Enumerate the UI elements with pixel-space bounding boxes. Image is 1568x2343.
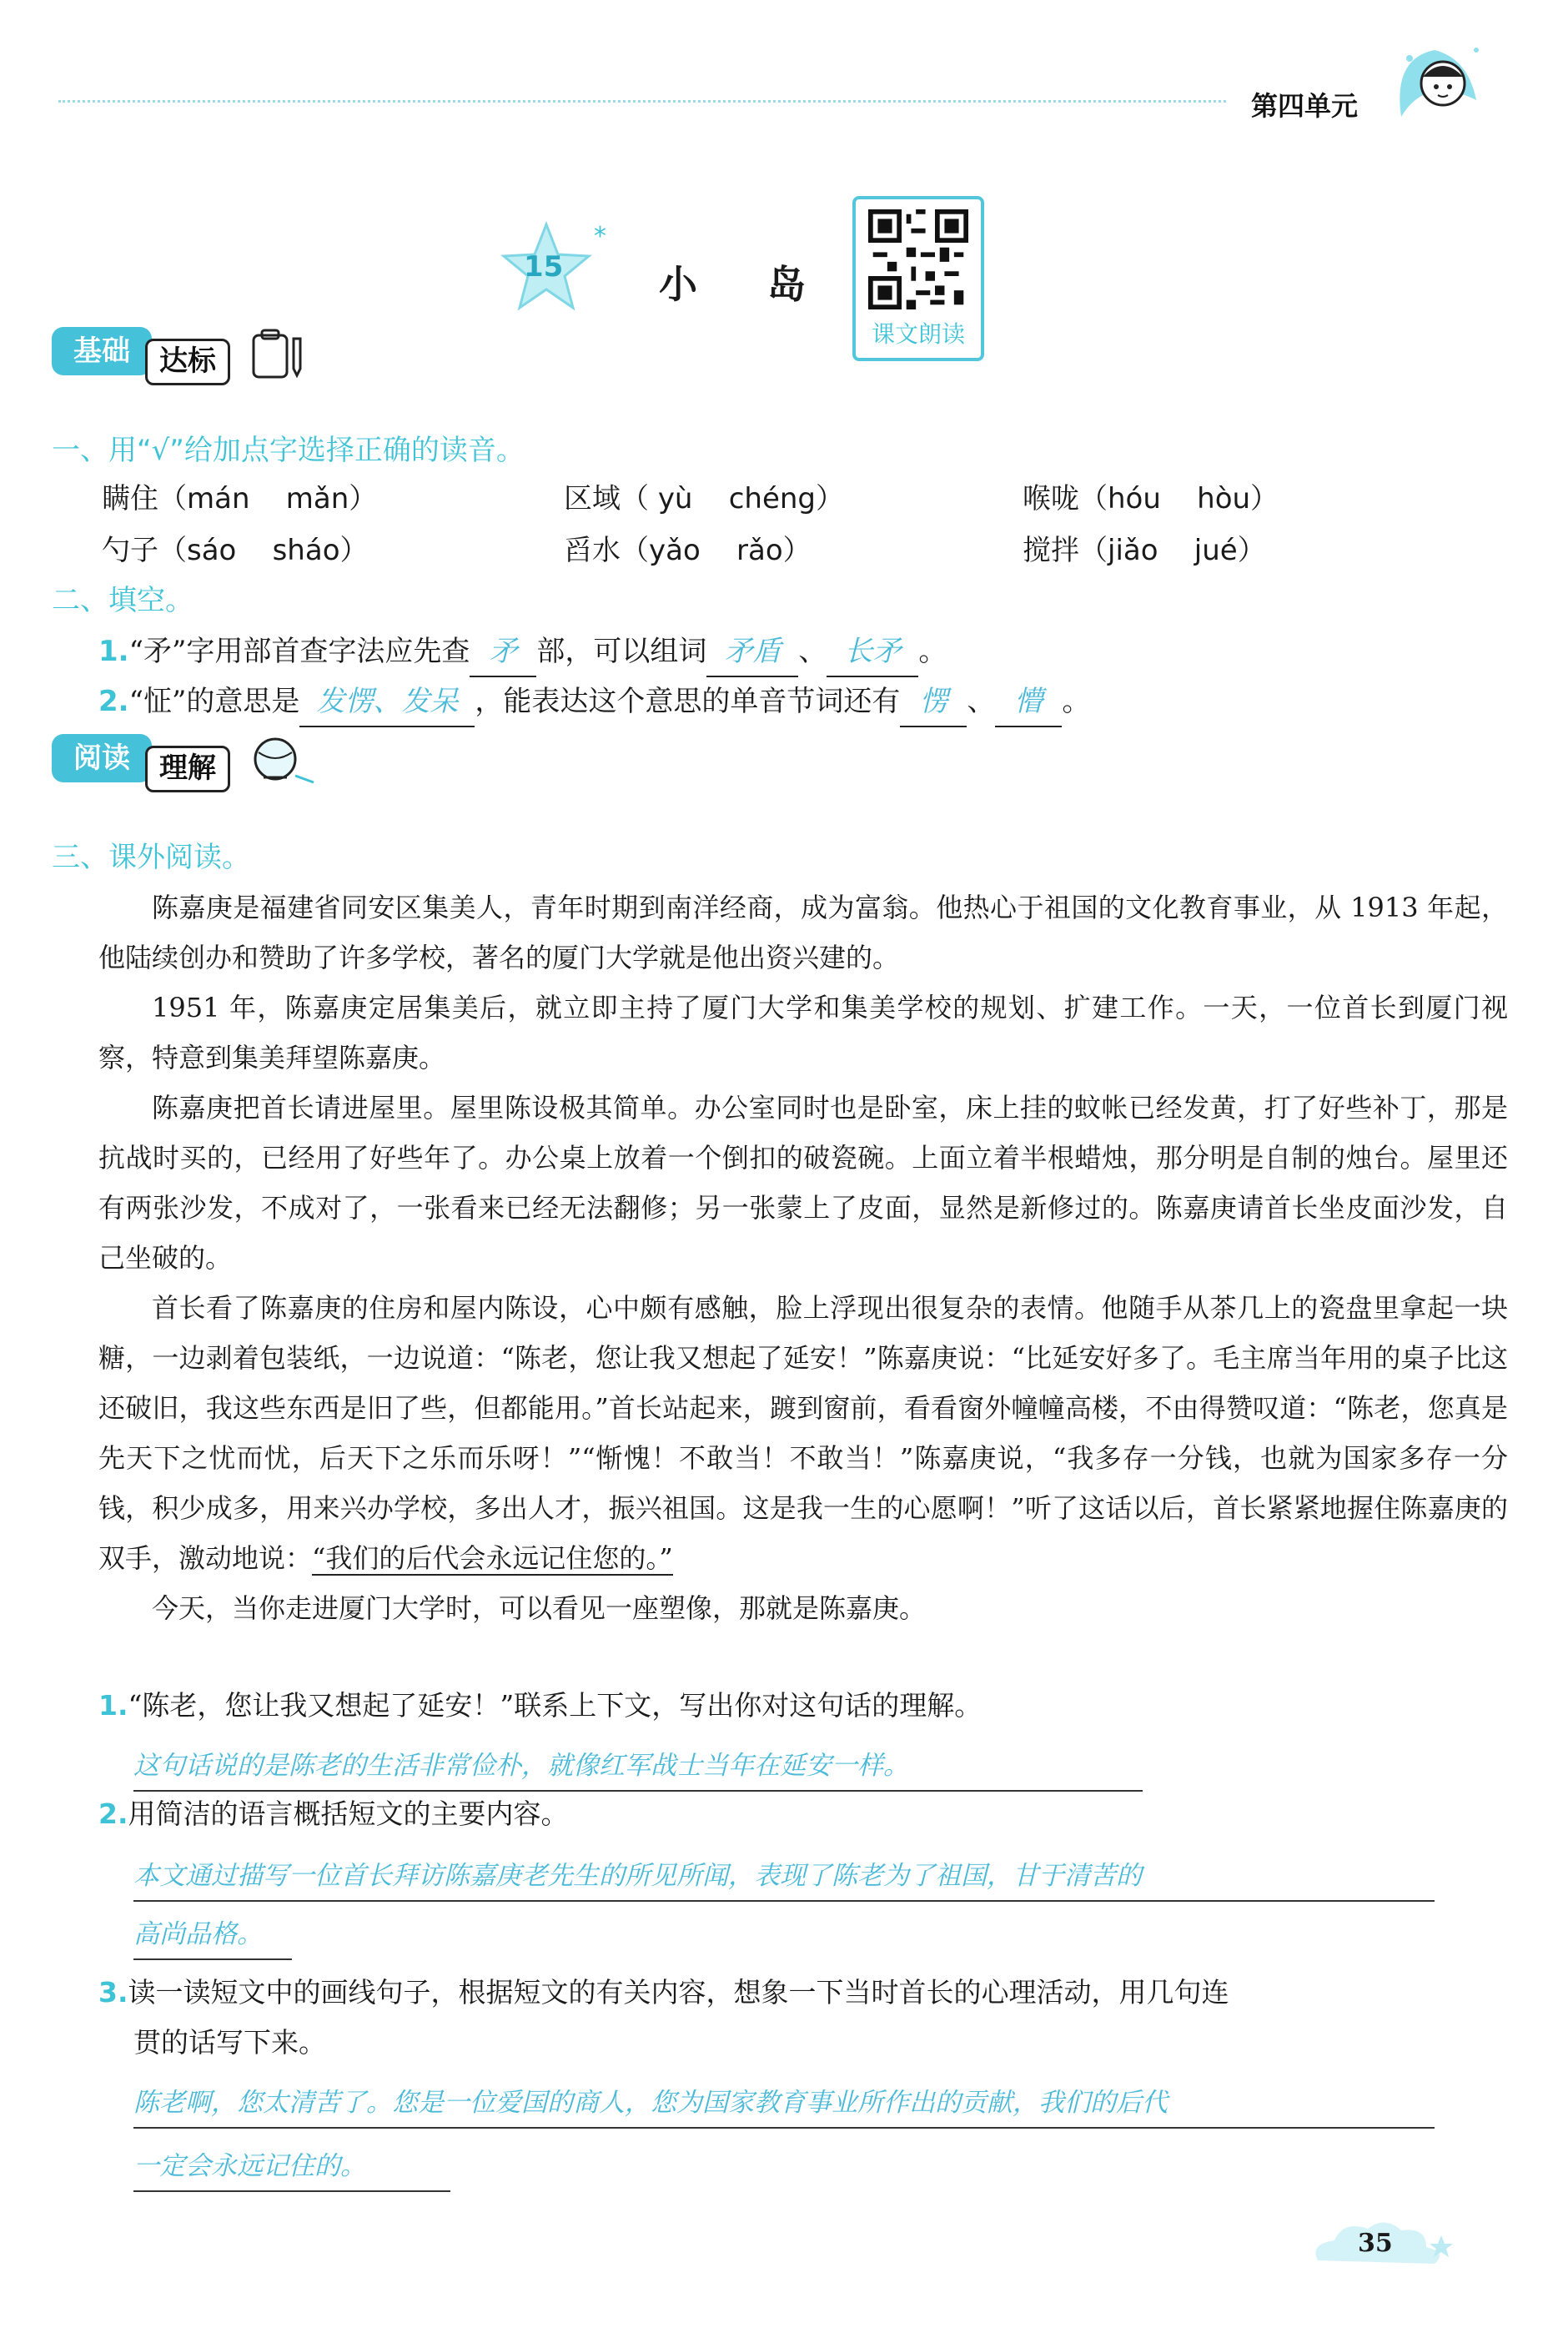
lesson-title: 小 岛 — [659, 262, 835, 307]
q2-line-2: 2.“怔”的意思是 发愣、发呆 ，能表达这个意思的单音节词还有 愣 、 懵 。 — [98, 677, 1090, 727]
underlined-sentence: “我们的后代会永远记住您的。” — [312, 1542, 673, 1574]
lesson-star-mark: * — [594, 222, 606, 251]
subq-1: 1.“陈老，您让我又想起了延安！”联系上下文，写出你对这句话的理解。 — [98, 1689, 983, 1722]
mascot-icon — [1376, 25, 1493, 133]
q2-heading: 二、填空。 — [52, 584, 193, 617]
qr-code-icon — [868, 209, 968, 309]
subq-2-answer-line-2: 高尚品格。 — [133, 1910, 292, 1960]
section-banner-basic — [52, 327, 335, 382]
header-rule — [58, 100, 1226, 103]
passage-paragraph: 1951 年，陈嘉庚定居集美后，就立即主持了厦门大学和集美学校的规划、扩建工作。一天，一位首长到厦门视察，特意到集美拜望陈嘉庚。 — [98, 992, 1508, 1073]
q1-item-1: 瞒住（mán mǎn） — [102, 482, 378, 515]
subq-2: 2.用简洁的语言概括短文的主要内容。 — [98, 1797, 569, 1830]
section-banner-reading — [52, 734, 335, 789]
globe-icon — [247, 734, 322, 789]
lesson-number: 15 — [524, 250, 564, 284]
banner-reading-part2: 理解 — [145, 746, 230, 792]
q1-item-4: 勺子（sáo sháo） — [102, 534, 369, 567]
qr-label: 课文朗读 — [871, 320, 965, 348]
subq-3-answer-line-2: 一定会永远记住的。 — [133, 2142, 450, 2192]
page-number: 35 — [1358, 2229, 1393, 2258]
banner-basic-part1: 基础 — [52, 327, 152, 375]
clipboard-icon — [249, 327, 307, 382]
q1-item-6: 搅拌（jiǎo jué） — [1023, 534, 1266, 567]
passage-paragraph: 陈嘉庚把首长请进屋里。屋里陈设极其简单。办公室同时也是卧室，床上挂的蚊帐已经发黄，打了好些补丁，那是抗战时买的，已经用了好些年了。办公桌上放着一个倒扣的破瓷碗。上面立着半根蜡烛，那分明是自制的烛台。屋里还有两张沙发，不成对了，一张看来已经无法翻修；另一张蒙上了皮面，显然是新修过的。陈嘉庚请首长坐皮面沙发，自己坐破的。 — [98, 1092, 1508, 1274]
subq-3: 3.读一读短文中的画线句子，根据短文的有关内容，想象一下当时首长的心理活动，用几句连 — [98, 1976, 1229, 2009]
subq-3-answer-line-1: 陈老啊，您太清苦了。您是一位爱国的商人，您为国家教育事业所作出的贡献，我们的后代 — [133, 2079, 1435, 2129]
qr-card[interactable] — [852, 196, 984, 361]
q1-heading: 一、用“√”给加点字选择正确的读音。 — [52, 434, 525, 467]
passage-paragraph: 今天，当你走进厦门大学时，可以看见一座塑像，那就是陈嘉庚。 — [152, 1592, 927, 1624]
unit-label: 第四单元 — [1251, 90, 1359, 122]
q2-line-1: 1.“矛”字用部首查字法应先查 矛 部，可以组词 矛盾 、 长矛 。 — [98, 627, 947, 677]
subq-2-answer-line-1: 本文通过描写一位首长拜访陈嘉庚老先生的所见所闻，表现了陈老为了祖国，甘于清苦的 — [133, 1852, 1435, 1902]
q3-heading: 三、课外阅读。 — [52, 841, 250, 874]
subq-1-answer: 这句话说的是陈老的生活非常俭朴，就像红军战士当年在延安一样。 — [133, 1742, 1143, 1792]
passage-paragraph: 首长看了陈嘉庚的住房和屋内陈设，心中颇有感触，脸上浮现出很复杂的表情。他随手从茶几上的瓷盘里拿起一块糖，一边剥着包装纸，一边说道：“陈老，您让我又想起了延安！”陈嘉庚说：“比延安好多了。毛主席当年用的桌子比这还破旧，我这些东西是旧了些，但都能用。”首长站起来，踱到窗前，看看窗外幢幢高楼，不由得赞叹道：“陈老，您真是先天下之忧而忧，后天下之乐而乐呀！”“惭愧！不敢当！不敢当！”陈嘉庚说，“我多存一分钱，也就为国家多存一分钱，积少成多，用来兴办学校，多出人才，振兴祖国。这是我一生的心愿啊！”听了这话以后，首长紧紧地握住陈嘉庚的双手，激动地说：“我们的后代会永远记住您的。” — [98, 1292, 1508, 1574]
banner-reading-part1: 阅读 — [52, 734, 152, 782]
q1-item-5: 舀水（yǎo rǎo） — [564, 534, 812, 567]
passage-paragraph: 陈嘉庚是福建省同安区集美人，青年时期到南洋经商，成为富翁。他热心于祖国的文化教育事业，从 1913 年起，他陆续创办和赞助了许多学校，著名的厦门大学就是他出资兴建的。 — [98, 892, 1508, 973]
subq-3-line-2: 贯的话写下来。 — [133, 2026, 326, 2059]
q1-item-3: 喉咙（hóu hòu） — [1023, 482, 1279, 515]
q1-item-2: 区域（ yù chéng） — [564, 482, 845, 515]
reading-passage — [98, 882, 1508, 1633]
banner-basic-part2: 达标 — [145, 339, 230, 385]
